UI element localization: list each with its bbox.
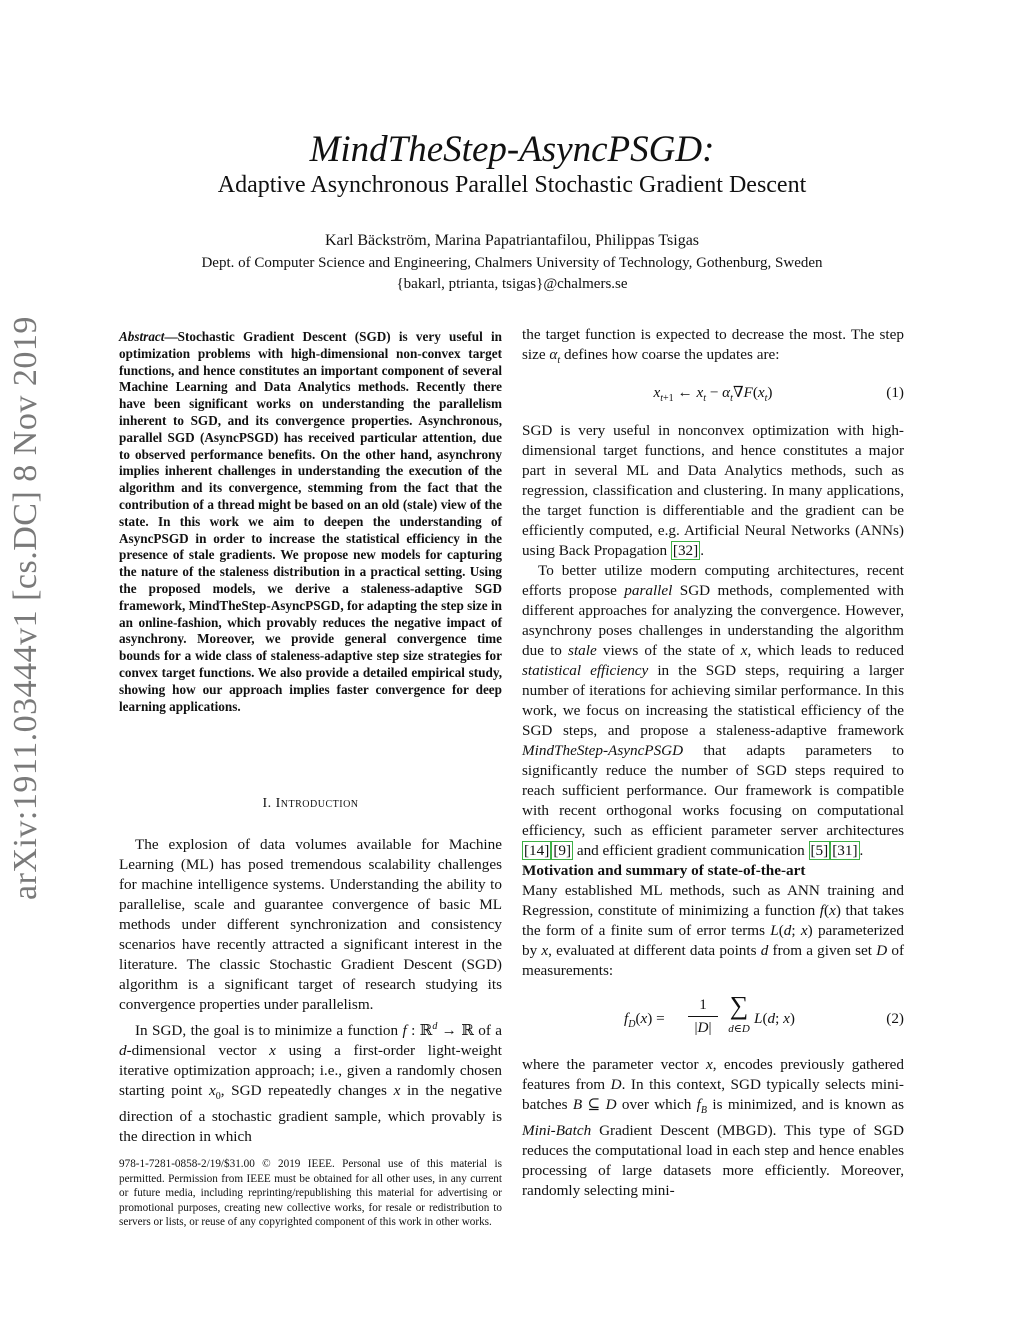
citation-9[interactable]: [9] [553,842,572,860]
right-p5a: where the parameter vector [522,1056,706,1074]
abstract-label: Abstract [119,329,165,344]
right-p5d: over which [616,1096,697,1114]
equation-1 [522,377,904,411]
right-paragraph-3: To better utilize modern computing architectures, recent efforts propose parallel SGD methods, complemented with different approaches for analyzing the convergence. However, asynchrony poses challenges in understanding the algorithm due to stale views of the state of x, which leads to reduced statistical efficiency in the SGD steps, requiring a larger number of iterations for achieving similar performance. In this work, we focus on increasing the statistical efficiency of the SGD steps, and propose a staleness-adaptive framework MindTheStep-AsyncPSGD that adapts parameters to significantly reduce the number of SGD steps required to reach sufficient performance. Our framework is compatible with recent orthogonal works focusing on computational efficiency, such as efficient parameter server architectures [14] [9] and efficient gradient communication [5] [31] . [522,562,904,860]
author-emails: {bakarl, ptrianta, tsigas}@chalmers.se [396,276,628,292]
intro-p2-d: using a first-order light-weight iterative optimization approach; i.e., given a randomly chosen starting point [119,1042,502,1100]
right-p5f: Gradient Descent (MBGD). This type of SGD reduces the computational load in each step and hence enables processing of large datasets more efficiently. Moreover, randomly selecting mini- [522,1122,904,1200]
right-p4a: Many established ML methods, such as ANN training and Regression, constitute of minimizing a function [522,882,904,920]
paper-title: MindTheStep-AsyncPSGD: [309,129,715,170]
abstract-text: —Stochastic Gradient Descent (SGD) is very useful in optimization problems with high-dimensional non-convex target functions, and hence constitutes an important component of several Machine Learning and Data Analytics methods. Recently there have been significant works on understanding the parallelism inherent to SGD, and its convergence properties. Asynchronous, parallel SGD (AsyncPSGD) has received particular attention, due to observed performance benefits. On the other hand, asynchrony implies inherent challenges in understanding the execution of the algorithm and its convergence, stemming from the fact that the contribution of a thread might be based on an old (stale) view of the state. In this work we aim to deepen the understanding of AsyncPSGD in order to increase the statistical efficiency in the presence of stale gradients. We propose new models for capturing the nature of the staleness distribution in a practical setting. Using the proposed models, we derive a staleness-adaptive SGD framework, MindTheStep-AsyncPSGD, for adapting the step size in an online-fashion, which provably reduces the negative impact of asynchrony. Moreover, we provide general convergence time bounds for a wide class of staleness-adaptive step size strategies for convex target functions. We also provide a detailed empirical study, showing how our approach implies faster convergence for deep learning applications. [119,329,502,714]
right-paragraph-5: where the parameter vector x, encodes previously gathered features from D. In this context, SGD typically selects mini-batches B ⊆ D over which $f_B$ is minimized, and is known as Mini-Batch Gradient Descent (MBGD). This type of SGD reduces the computational load in each step and hence enables processing of large datasets more efficiently. Moreover, randomly selecting mini- [522,1056,905,1200]
subheading-motivation: Motivation and summary of state-of-the-art [522,862,806,880]
right-p3g: and efficient gradient communication [573,842,809,860]
right-p3d: , which leads to reduced [747,642,904,660]
right-p3-name: MindTheStep-AsyncPSGD [522,742,684,760]
right-p4b: that takes the form of a finite sum of error terms [522,902,905,940]
equation-2-fraction: 1 |D| [688,995,718,1038]
right-p3b: SGD methods, complemented with different approaches for analyzing the convergence. However, asynchrony poses challenges in understanding the algorithm due to [522,582,904,660]
citation-31[interactable]: [31] [832,842,858,860]
right-p3-stat: statistical efficiency [522,662,649,680]
right-p5b: , encodes previously gathered features from [522,1056,905,1094]
right-p3-stale: stale [568,642,597,660]
right-p5-minibatch: Mini-Batch [522,1122,592,1140]
intro-p2-a: In SGD, the goal is to minimize a function [135,1022,403,1040]
intro-paragraph-2: In SGD, the goal is to minimize a function f : ℝ$^d$ → ℝ of a d-dimensional vector x using a first-order light-weight iterative optimization approach; i.e., given a randomly chosen starting point $x_0$, SGD repeatedly changes x in the negative direction of a stochastic gradient sample, which provably is the direction in which [119,1021,502,1146]
introduction-left-column [119,835,502,1147]
right-p3c: views of the state of [596,642,741,660]
abstract [119,329,502,715]
paper-subtitle: Adaptive Asynchronous Parallel Stochastic Gradient Descent [217,172,807,198]
section-title: Introduction [275,796,359,811]
equation-2-number: (2) [886,1010,904,1028]
affiliation: Dept. of Computer Science and Engineering, Chalmers University of Technology, Gothenburg, Sweden [201,255,823,271]
copyright-notice: 978-1-7281-0858-2/19/$31.00 © 2019 IEEE. Personal use of this material is permitted. Permission from IEEE must be obtained for all other uses, in any current or future media, including reprinting/republishing this material for advertising or promotional purposes, creating new collective works, for resale or redistribution to servers or lists, or reuse of any copyrighted component of this work in other works. [119,1158,502,1229]
intro-p2-f: in the negative direction of a stochastic gradient sample, which provably is the direction in which [119,1082,502,1146]
right-p3-parallel: parallel [624,582,673,600]
right-p3e: in the SGD steps, requiring a larger number of iterations for achieving similar performance. In this work, we focus on increasing the statistical efficiency of the SGD steps, and propose a staleness-adaptive framework [522,662,904,740]
right-p1-text: the target function is expected to decrease the most. The step size [522,326,904,363]
equation-2-sum: ∑ d∈D [728,991,750,1036]
intro-p2-e: , SGD repeatedly changes [220,1082,394,1100]
author-list: Karl Bäckström, Marina Papatriantafilou, Philippas Tsigas [324,232,700,249]
equation-2-term: L(d; x) [754,1010,795,1028]
citation-14[interactable]: [14] [524,842,550,860]
right-p3a: To better utilize modern computing architectures, recent efforts propose [522,562,904,600]
citation-5[interactable]: [5] [810,842,829,860]
intro-p2-b: of a [473,1022,502,1040]
equation-1-expression: $x_{t+1}$ ← $x_t - \alpha_t\nabla F(x_t)$ [653,384,773,405]
section-heading-introduction [119,796,502,812]
right-p5e: is minimized, and is known as [707,1096,904,1114]
right-p4d: , evaluated at different data points [548,942,761,960]
right-p4e: from a given set [768,942,877,960]
equation-1-number: (1) [886,384,904,402]
section-number: I. [262,796,272,811]
right-paragraph-1: the target function is expected to decrease the most. The step size $\alpha_t$ defines how coarse the updates are: [522,326,904,367]
equation-2-lhs: $f_D(x)$ = [624,1010,665,1031]
right-column [522,325,904,1201]
right-p2-text: SGD is very useful in nonconvex optimization with high-dimensional target functions, and hence constitutes a major part in several ML and Data Analytics methods, such as regression, classification and clustering. In many applications, the target function is differentiable and the gradient can be efficiently computed, e.g. Artificial Neural Networks (ANNs) using Back Propagation [522,422,904,560]
right-p5c: . In this context, SGD typically selects mini-batches [522,1076,904,1114]
intro-paragraph-1: The explosion of data volumes available for Machine Learning (ML) has posed tremendous scalability challenges for machine intelligence systems. Understanding the ability to parallelise, scale and guarantee convergence of basic ML methods under different synchronization and consistency scenarios have recently attracted a significant interest in the literature. The classic Stochastic Gradient Descent (SGD) algorithm is a significant target of research studying its convergence properties under parallelism. [119,836,502,1013]
right-paragraph-4: Many established ML methods, such as ANN training and Regression, constitute of minimizing a function f(x) that takes the form of a finite sum of error terms L(d; x) parameterized by x, evaluated at different data points d from a given set D of measurements: [522,882,905,980]
right-p4c: parameterized by [522,922,904,960]
citation-32[interactable]: [32] [672,542,699,560]
right-p1b-text: defines how coarse the updates are: [560,346,780,363]
right-p3f: that adapts parameters to significantly reduce the number of SGD steps required to reach sufficient performance. Our framework is compatible with recent orthogonal works focusing on computational efficiency, such as efficient parameter server architectures [522,742,904,840]
right-paragraph-2: SGD is very useful in nonconvex optimization with high-dimensional target functions, and hence constitutes a major part in several ML and Data Analytics methods, such as regression, classification and clustering. In many applications, the target function is differentiable and the gradient can be efficiently computed, e.g. Artificial Neural Networks (ANNs) using Back Propagation [32] . [522,422,904,560]
arxiv-sidebar-identifier: arXiv:1911.03444v1 [cs.DC] 8 Nov 2019 [7,316,44,900]
right-p4f: of measurements: [522,942,905,980]
intro-p2-c: -dimensional vector [126,1042,270,1060]
equation-2 [522,987,904,1055]
